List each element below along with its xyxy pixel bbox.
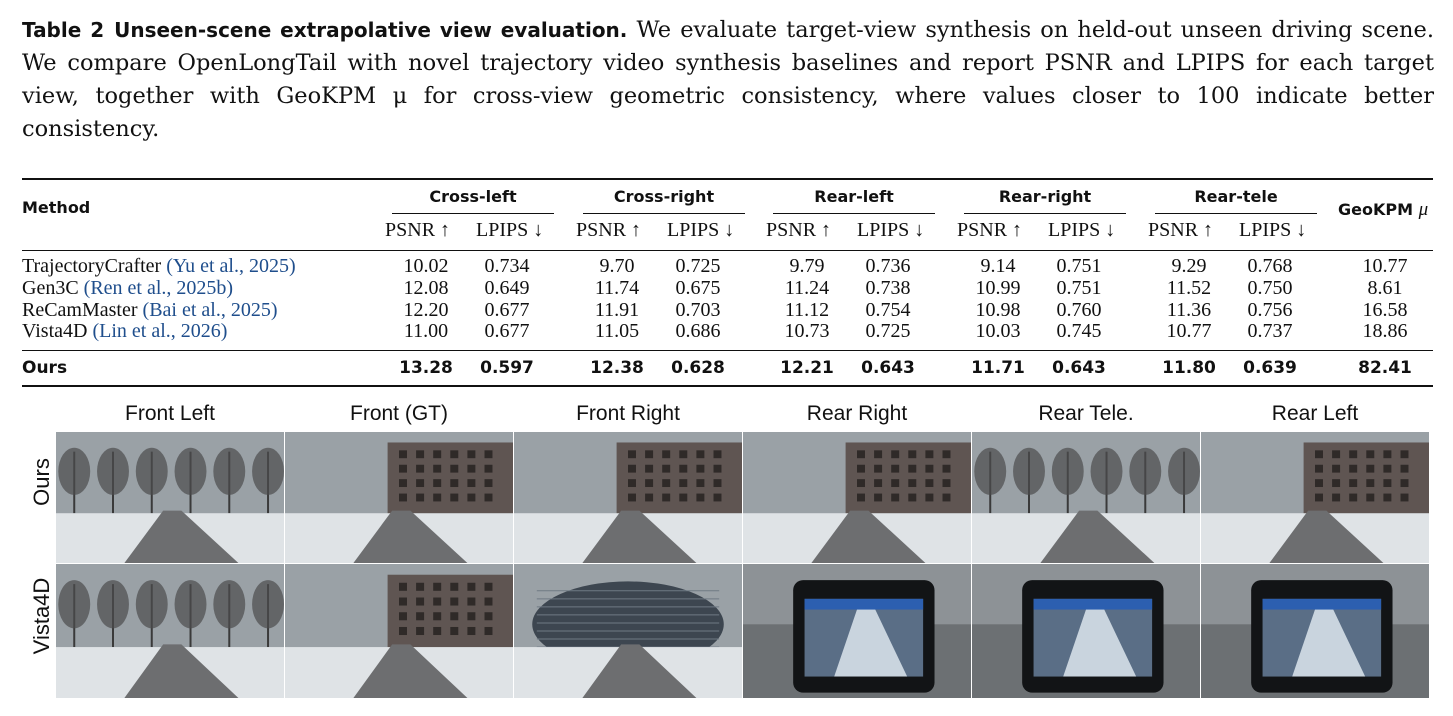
citation-link[interactable]: (Ren et al., 2025b) [83,277,234,299]
figure-row-label: Vista4D [29,577,54,655]
ours-table-cell: 0.643 [1052,358,1106,378]
table-cell: 9.29 [1171,255,1207,277]
figure-image [285,432,513,563]
citation-link[interactable]: (Yu et al., 2025) [166,255,296,277]
citation-link[interactable]: (Lin et al., 2026) [92,320,228,342]
ours-table-cell: 0.628 [671,358,725,378]
table-cell: 10.73 [784,320,830,342]
table-cell: 9.14 [980,255,1016,277]
method-label: Vista4D [22,320,93,342]
table-cell: 0.677 [484,299,530,321]
table-cell: 12.20 [403,299,449,321]
table-cell: 8.61 [1367,277,1403,299]
table-cell: 10.02 [403,255,449,277]
table-cell: 0.737 [1247,320,1293,342]
table-cell: 11.52 [1166,277,1212,299]
table-header-rule [22,250,1433,251]
table-cell: 10.99 [975,277,1021,299]
table-top-rule [22,178,1433,180]
method-label: ReCamMaster [22,299,143,321]
group-underline [773,213,935,214]
figure-column-title: Front (GT) [350,402,448,425]
table-cell: 10.98 [975,299,1021,321]
table-cell: 11.74 [594,277,640,299]
caption-text: We evaluate target-view synthesis on held-out unseen driving scene. We compare OpenLongTail with novel trajectory video synthesis baselines and report PSNR and LPIPS for each target view, together with GeoKPM μ for cross-view geometric consistency, where values closer to 100 indicate better consistency. [22,17,1434,142]
figure-image [56,432,284,563]
group-header-rear-right: Rear-right [998,187,1092,206]
group-header-rear-left: Rear-left [814,187,894,206]
table-cell: 16.58 [1362,299,1408,321]
ours-table-cell: 0.639 [1243,358,1297,378]
geokpm-label: GeoKPM [1338,200,1414,219]
group-underline [392,213,554,214]
method-header: Method [22,198,91,217]
table-bottom-rule [22,385,1433,387]
figure-image [743,564,971,698]
psnr-header: PSNR ↑ [385,219,451,241]
ours-table-cell: 82.41 [1358,358,1412,378]
table-cell: 0.751 [1056,277,1102,299]
table-cell: 9.79 [789,255,825,277]
table-cell: 18.86 [1362,320,1408,342]
table-cell: 0.756 [1247,299,1293,321]
table-cell: 0.677 [484,320,530,342]
lpips-header: LPIPS ↓ [476,219,544,241]
figure-image [514,432,742,563]
lpips-header: LPIPS ↓ [1239,219,1307,241]
method-label: TrajectoryCrafter [22,255,167,277]
table-cell: 11.00 [403,320,449,342]
table-cell: 0.649 [484,277,530,299]
table-cell: 0.751 [1056,255,1102,277]
method-name [22,320,227,343]
table-cell: 10.03 [975,320,1021,342]
group-underline [1155,213,1317,214]
psnr-header: PSNR ↑ [957,219,1023,241]
group-underline [964,213,1126,214]
caption-label-number: Table 2 [22,18,105,42]
table-cell: 0.750 [1247,277,1293,299]
figure-row-label: Ours [29,458,54,506]
table-cell: 11.05 [594,320,640,342]
table-cell: 0.736 [865,255,911,277]
ours-table-cell: 11.71 [971,358,1025,378]
table-caption [22,14,1434,146]
table-cell: 10.77 [1362,255,1408,277]
figure-image [1201,564,1429,698]
table-cell: 12.08 [403,277,449,299]
ours-table-cell: 11.80 [1162,358,1216,378]
figure-column-title: Front Right [576,402,680,425]
ours-method-name: Ours [22,358,68,378]
psnr-header: PSNR ↑ [766,219,832,241]
table-cell: 11.36 [1166,299,1212,321]
table-cell: 10.77 [1166,320,1212,342]
table-cell: 9.70 [599,255,635,277]
group-header-cross-left: Cross-left [429,187,517,206]
table-cell: 11.12 [784,299,830,321]
psnr-header: PSNR ↑ [1148,219,1214,241]
figure-image [56,564,284,698]
citation-link[interactable]: (Bai et al., 2025) [142,299,278,321]
group-header-cross-right: Cross-right [613,187,715,206]
table-cell: 0.703 [675,299,721,321]
figure-column-title: Front Left [125,402,215,425]
figure-image [1201,432,1429,563]
method-name [22,277,233,300]
table-cell: 11.91 [594,299,640,321]
table-ours-rule [22,350,1433,351]
figure-column-title: Rear Right [806,402,908,425]
psnr-header: PSNR ↑ [576,219,642,241]
figure-image [743,432,971,563]
table-cell: 0.738 [865,277,911,299]
table-cell: 0.760 [1056,299,1102,321]
method-label: Gen3C [22,277,84,299]
table-cell: 0.725 [865,320,911,342]
figure-image [972,432,1200,563]
figure-image [514,564,742,698]
table-cell: 11.24 [784,277,830,299]
table-cell: 0.745 [1056,320,1102,342]
caption-label-title: Unseen-scene extrapolative view evaluation. [114,18,628,42]
lpips-header: LPIPS ↓ [667,219,735,241]
figure-image [285,564,513,698]
table-cell: 0.734 [484,255,530,277]
figure-column-title: Rear Left [1271,402,1359,425]
ours-table-cell: 0.643 [861,358,915,378]
ours-table-cell: 12.38 [590,358,644,378]
table-cell: 0.768 [1247,255,1293,277]
geokpm-header [1338,199,1428,221]
group-underline [583,213,745,214]
table-cell: 0.754 [865,299,911,321]
table-cell: 0.686 [675,320,721,342]
method-name [22,299,278,322]
figure-image [972,564,1200,698]
ours-table-cell: 13.28 [399,358,453,378]
lpips-header: LPIPS ↓ [857,219,925,241]
method-name [22,255,296,278]
table-cell: 0.725 [675,255,721,277]
ours-table-cell: 0.597 [480,358,534,378]
group-header-rear-tele: Rear-tele [1194,187,1278,206]
figure-column-title: Rear Tele. [1038,402,1134,425]
lpips-header: LPIPS ↓ [1048,219,1116,241]
ours-table-cell: 12.21 [780,358,834,378]
geokpm-mu: μ [1418,199,1429,220]
table-cell: 0.675 [675,277,721,299]
